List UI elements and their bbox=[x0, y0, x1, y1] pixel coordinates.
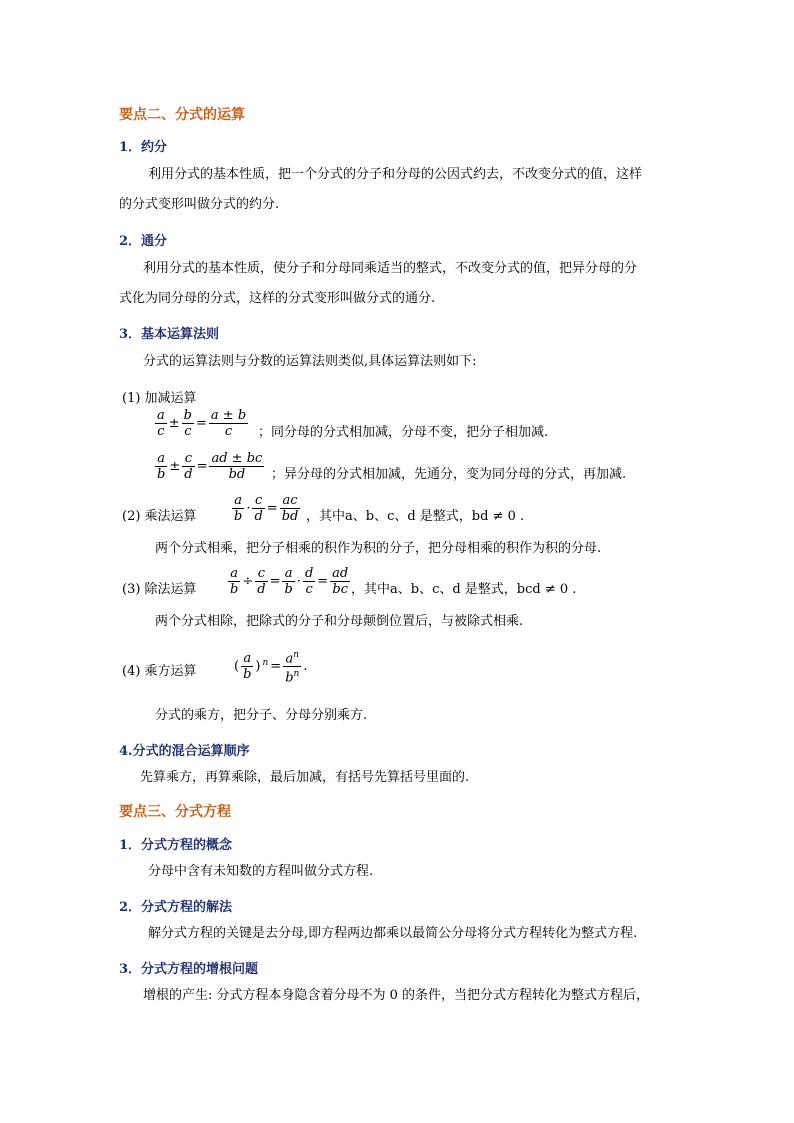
label-addition: (1) 加减运算 bbox=[122, 391, 197, 406]
section-title-equations: 要点三、分式方程 bbox=[119, 804, 231, 820]
fraction: $\frac{c}{d}$ bbox=[184, 451, 193, 482]
fraction: $\frac{a}{b}$ bbox=[230, 566, 239, 597]
formula-addition-same-denominator: $\frac{a}{c}$ ± $\frac{b}{c}$ = $\frac{a \pm b}{c}$ bbox=[157, 408, 247, 439]
paragraph-mixed-order: 先算乘方，再算乘除，最后加减，有括号先算括号里面的. bbox=[140, 770, 470, 785]
heading-extraneous-roots: 3．分式方程的增根问题 bbox=[119, 962, 259, 977]
heading-basic-rules: 3．基本运算法则 bbox=[119, 327, 220, 342]
section-title-operations: 要点二、分式的运算 bbox=[119, 107, 245, 123]
heading-mixed-order: 4.分式的混合运算顺序 bbox=[119, 744, 250, 759]
note-division: ，其中a、b、c、d 是整式，bcd ≠ 0 . bbox=[351, 582, 577, 597]
fraction: $\frac{a}{b}$ bbox=[284, 566, 293, 597]
heading-common-denominator: 2．通分 bbox=[119, 234, 168, 249]
fraction: $\frac{a}{b}$ bbox=[157, 451, 166, 482]
heading-equation-solving: 2．分式方程的解法 bbox=[119, 900, 233, 915]
fraction: $\frac{a}{b}$ bbox=[234, 493, 243, 524]
paragraph-reduction-line2: 的分式变形叫做分式的约分. bbox=[119, 197, 280, 212]
paragraph-equation-concept: 分母中含有未知数的方程叫做分式方程. bbox=[148, 864, 374, 879]
paragraph-extraneous-roots: 增根的产生: 分式方程本身隐含着分母不为 0 的条件，当把分式方程转化为整式方程后， bbox=[143, 988, 650, 1003]
paragraph-reduction-line1: 利用分式的基本性质，把一个分式的分子和分母的公因式约去，不改变分式的值，这样 bbox=[148, 167, 643, 182]
heading-equation-concept: 1．分式方程的概念 bbox=[119, 838, 233, 853]
note-addition-different-denominator: ；异分母的分式相加减，先通分，变为同分母的分式，再加减. bbox=[271, 467, 627, 482]
label-division: (3) 除法运算 bbox=[122, 582, 197, 597]
note-addition-same-denominator: ；同分母的分式相加减，分母不变，把分子相加减. bbox=[258, 425, 549, 440]
paragraph-common-line2: 式化为同分母的分式，这样的分式变形叫做分式的通分. bbox=[119, 291, 436, 306]
fraction: $\frac{b}{c}$ bbox=[183, 408, 192, 439]
formula-power: ( $\frac{a}{b}$ ) $^n$ = $\frac{a^n}{b^n}$ . bbox=[234, 650, 308, 686]
fraction: $\frac{ad \pm bc}{bd}$ bbox=[211, 451, 263, 482]
fraction: $\frac{c}{d}$ bbox=[254, 493, 263, 524]
fraction: $\frac{a}{c}$ bbox=[157, 408, 165, 439]
heading-reduction: 1．约分 bbox=[119, 140, 168, 155]
fraction: $\frac{a^n}{b^n}$ bbox=[285, 650, 300, 686]
paragraph-equation-solving: 解分式方程的关键是去分母,即方程两边都乘以最简公分母将分式方程转化为整式方程. bbox=[148, 926, 638, 941]
fraction: $\frac{ac}{bd}$ bbox=[281, 493, 299, 524]
formula-addition-different-denominator: $\frac{a}{b}$ ± $\frac{c}{d}$ = $\frac{ad \pm bc}{bd}$ bbox=[157, 451, 263, 482]
fraction: $\frac{a \pm b}{c}$ bbox=[210, 408, 247, 439]
formula-multiplication: $\frac{a}{b}$ · $\frac{c}{d}$ = $\frac{ac}{bd}$ bbox=[234, 493, 299, 524]
label-power: (4) 乘方运算 bbox=[122, 664, 197, 679]
fraction: $\frac{a}{b}$ bbox=[243, 651, 252, 683]
label-multiplication: (2) 乘法运算 bbox=[122, 509, 197, 524]
paragraph-division: 两个分式相除，把除式的分子和分母颠倒位置后，与被除式相乘. bbox=[155, 614, 524, 629]
paragraph-multiplication: 两个分式相乘，把分子相乘的积作为积的分子，把分母相乘的积作为积的分母. bbox=[155, 541, 602, 556]
formula-division: $\frac{a}{b}$ ÷ $\frac{c}{d}$ = $\frac{a}{b}$ · $\frac{d}{c}$ = $\frac{ad}{bc}$ bbox=[230, 566, 349, 597]
note-multiplication: ，其中a、b、c、d 是整式，bd ≠ 0 . bbox=[306, 509, 525, 524]
fraction: $\frac{c}{d}$ bbox=[257, 566, 266, 597]
fraction: $\frac{ad}{bc}$ bbox=[332, 566, 349, 597]
paragraph-common-line1: 利用分式的基本性质，使分子和分母同乘适当的整式，不改变分式的值，把异分母的分 bbox=[143, 261, 638, 276]
fraction: $\frac{d}{c}$ bbox=[304, 566, 314, 597]
paragraph-basic-rules: 分式的运算法则与分数的运算法则类似,具体运算法则如下: bbox=[143, 354, 477, 369]
paragraph-power: 分式的乘方，把分子、分母分别乘方. bbox=[155, 708, 368, 723]
